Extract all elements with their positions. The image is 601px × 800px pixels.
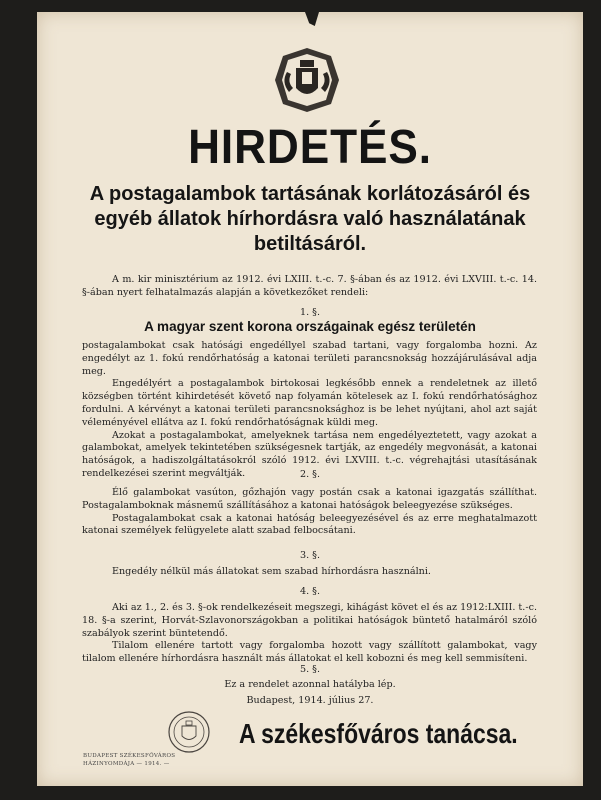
section-3-number: 3. §.: [299, 550, 321, 561]
section-1-paragraph-3: Azokat a postagalambokat, amelyeknek tartása nem engedélyeztetett, vagy azokat a galambokat, amelyek tekintetében szükségesnek tartják, az engedély megvonását, a katonai hatóságok, a hadiszolgáltatásokról szóló 1912. évi LXVIII. t.-c. végrehajtási utasításának rendelkezései szerint megváltják.: [82, 429, 537, 479]
coat-of-arms-icon: [269, 42, 345, 118]
section-2-paragraph-1: Élő galambokat vasúton, gőzhajón vagy postán csak a katonai igazgatás szállíthat. Postagalamboknak másnemű szállításához a katonai hatóságok beleegyezése szükséges.: [82, 487, 537, 511]
section-1-number: 1. §.: [299, 307, 321, 318]
section-4-paragraph-2: Tilalom ellenére tartott vagy forgalomba hozott vagy szállított galambokat, vagy tilalom ellenére hírhordásra használt más állatokat el kell kobozni és meg kell semmisíteni.: [82, 640, 537, 665]
printer-line-2: HÁZINYOMDÁJA — 1914. —: [83, 761, 170, 767]
poster-subtitle: A postagalambok tartásának korlátozásáról és egyéb állatok hírhordásra való használatának betiltásáról.: [89, 183, 531, 255]
poster-sheet: [37, 12, 583, 786]
section-2-paragraph-2: Postagalambokat csak a katonai hatóság beleegyezésével és az erre meghatalmazott katonai személyek felügyelete alatt szabad felbocsátani.: [82, 512, 537, 537]
section-3-paragraph-1: Engedély nélkül más állatokat sem szabad hírhordásra használni.: [112, 566, 431, 577]
signature-authority: A székesfőváros tanácsa.: [239, 718, 518, 749]
section-1-paragraph-2: Engedélyért a postagalambok birtokosai legkésőbb ennek a rendeletnek az illető községben történt kihirdetését követő nap folyamán kötelesek az I. fokú rendőrhatósághoz fordulni. A kérvényt a katonai területi parancsnoksághoz is be lehet nyújtani, ahol azt saját véleményével ellátva az I. fokú rendőrhatóságnak küldi meg.: [82, 378, 537, 428]
section-2-body: [82, 487, 537, 538]
section-2-number: 2. §.: [299, 469, 321, 480]
section-1-heading: A magyar szent korona országainak egész területén: [144, 319, 476, 334]
section-4-paragraph-1: Aki az 1., 2. és 3. §-ok rendelkezéseit megszegi, kihágást követ el és az 1912:LXIII. t.-c. 18. §-a szerint, Horvát-Szlavonországokban a politikai hatóságok büntető hatalmáról szóló szabályok szerint büntetendő.: [82, 602, 537, 639]
section-5-number: 5. §.: [299, 664, 321, 675]
intro-paragraph: A m. kir minisztérium az 1912. évi LXIII. t.-c. 7. §-ában és az 1912. évi LXVIII. t.-c. 14. §-ában nyert felhatalmazás alapján a következőket rendeli:: [82, 274, 537, 298]
section-1-paragraph-1: postagalambokat csak hatósági engedéllyel szabad tartani, vagy forgalomba hozni. Az engedélyt az 1. fokú rendőrhatóság a katonai területi parancsnokság hozzájárulásával adja meg.: [82, 340, 537, 377]
section-1-body: [82, 340, 537, 481]
section-3-body: [82, 566, 537, 579]
section-5-text: Ez a rendelet azonnal hatályba lép.: [224, 679, 396, 690]
printer-line-1: BUDAPEST SZÉKESFŐVÁROS: [83, 753, 176, 759]
section-4-number: 4. §.: [299, 586, 321, 597]
torn-edge: [305, 12, 319, 26]
city-seal-icon: [167, 710, 211, 754]
date-place: Budapest, 1914. július 27.: [246, 695, 374, 706]
poster-title: HIRDETÉS.: [188, 121, 432, 174]
printer-imprint: [83, 752, 175, 768]
section-4-body: [82, 602, 537, 666]
